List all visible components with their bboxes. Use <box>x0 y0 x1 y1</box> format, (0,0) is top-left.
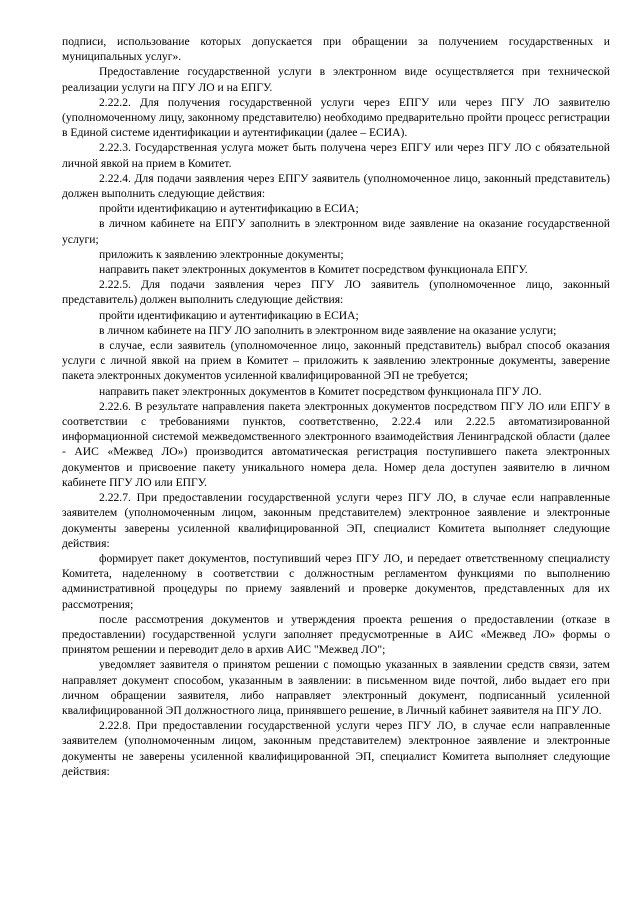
paragraph-forms-package: формирует пакет документов, поступивший через ПГУ ЛО, и передает ответственному специалисту Комитета, наделенному в соответствии с должностным регламентом функциями по выполнению административной процедуры по приему заявлений и проверке документов, представленных для их рассмотрения; <box>62 551 610 611</box>
paragraph-after-review: после рассмотрения документов и утверждения проекта решения о предоставлении (отказе в предоставлении) государственной услуги заполняет предусмотренные в АИС «Межвед ЛО» формы о принятом решении и переводит дело в архив АИС "Межвед ЛО"; <box>62 612 610 657</box>
paragraph-2-22-3: 2.22.3. Государственная услуга может быть получена через ЕПГУ или через ПГУ ЛО с обязательной личной явкой на прием в Комитет. <box>62 141 610 170</box>
paragraph-2-22-7: 2.22.7. При предоставлении государственной услуги через ПГУ ЛО, в случае если направленные заявителем (уполномоченным лицом, законным представителем) электронное заявление и электронные документы заверены усиленной квалифицированной ЭП, специалист Комитета выполняет следующие действия: <box>62 491 610 550</box>
paragraph-signature-note: подписи, использование которых допускается при обращении за получением государственных и муниципальных услуг». <box>62 35 610 64</box>
paragraph-notifies-applicant: уведомляет заявителя о принятом решении с помощью указанных в заявлении средств связи, затем направляет документ способом, указанным в заявлении: в письменном виде почтой, либо выдает его при личном обращении заявителя, либо направляет электронный документ, подписанный усиленной квалифицированной ЭП должностного лица, принявшего решение, в Личный кабинет заявителя на ПГУ ЛО. <box>62 658 610 717</box>
paragraph-personal-visit: в случае, если заявитель (уполномоченное лицо, законный представитель) выбрал способ оказания услуги с личной явкой на прием в Комитет – приложить к заявлению электронные документы, заверение пакета электронных документов усиленной квалифицированной ЭП не требуется; <box>62 339 610 383</box>
paragraph-2-22-2: 2.22.2. Для получения государственной услуги через ЕПГУ или через ПГУ ЛО заявителю (уполномоченному лицу, законному представителю) необходимо предварительно пройти процесс регистрации в Единой системе идентификации и аутентификации (далее – ЕСИА). <box>62 95 610 140</box>
paragraph-electronic-service: Предоставление государственной услуги в электронном виде осуществляется при технической реализации услуги на ПГУ ЛО и на ЕПГУ. <box>62 65 610 94</box>
paragraph-esia-auth: пройти идентификацию и аутентификацию в ЕСИА; <box>99 202 359 216</box>
paragraph-2-22-8: 2.22.8. При предоставлении государственной услуги через ПГУ ЛО, в случае если направленные заявителем (уполномоченным лицом, законным представителем) электронное заявление и электронные документы не заверены усиленной квалифицированной ЭП, специалист Комитета выполняет следующие действия: <box>62 719 610 778</box>
paragraph-2-22-6: 2.22.6. В результате направления пакета электронных документов посредством ПГУ ЛО или ЕПГУ в соответствии с требованиями пунктов, соответственно, 2.22.4 или 2.22.5 автоматизированной информационной системой межведомственного электронного взаимодействия Ленинградской области (далее - АИС «Межвед ЛО») производится автоматическая регистрация поступившего пакета электронных документов и присвоение пакету уникального номера дела. Номер дела доступен заявителю в личном кабинете ПГУ ЛО или ЕПГУ. <box>62 399 610 489</box>
paragraph-epgu-cabinet: в личном кабинете на ЕПГУ заполнить в электронном виде заявление на оказание государственной услуги; <box>62 217 610 246</box>
paragraph-esia-auth-2: пройти идентификацию и аутентификацию в ЕСИА; <box>99 308 359 322</box>
paragraph-pgu-cabinet: в личном кабинете на ПГУ ЛО заполнить в электронном виде заявление на оказание услуги; <box>99 323 557 337</box>
paragraph-2-22-4: 2.22.4. Для подачи заявления через ЕПГУ заявитель (уполномоченное лицо, законный представитель) должен выполнить следующие действия: <box>62 171 610 201</box>
paragraph-attach-documents: приложить к заявлению электронные документы; <box>99 247 344 261</box>
paragraph-send-pgu: направить пакет электронных документов в Комитет посредством функционала ПГУ ЛО. <box>99 384 542 398</box>
paragraph-2-22-5: 2.22.5. Для подачи заявления через ПГУ ЛО заявитель (уполномоченное лицо, законный представитель) должен выполнить следующие действия: <box>62 278 610 307</box>
paragraph-send-epgu: направить пакет электронных документов в Комитет посредством функционала ЕПГУ. <box>99 263 528 277</box>
